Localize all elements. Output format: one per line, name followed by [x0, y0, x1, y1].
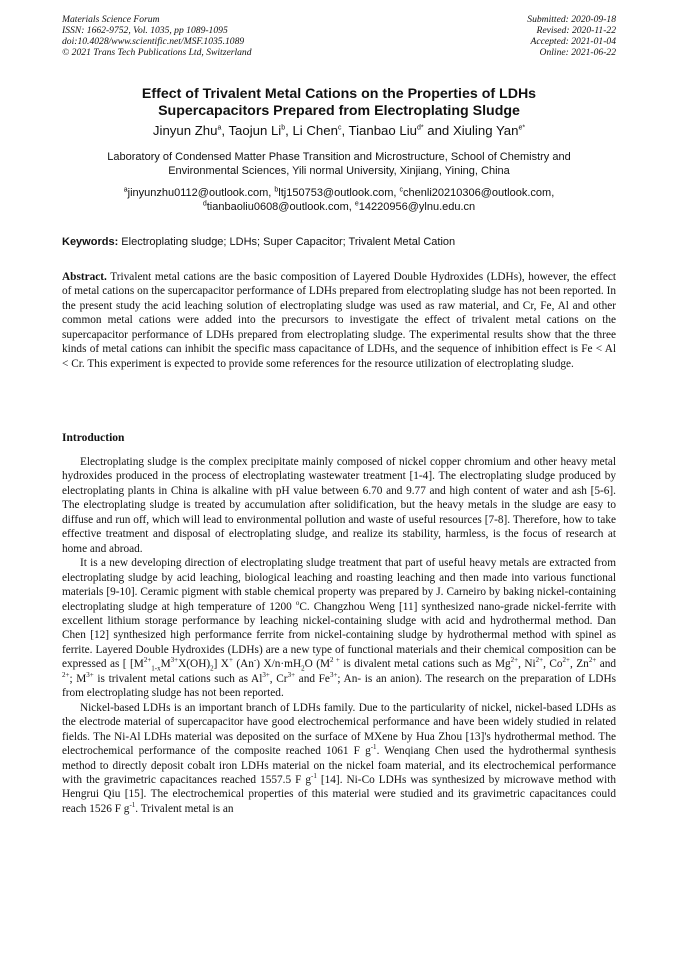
issn-line: ISSN: 1662-9752, Vol. 1035, pp 1089-1095	[62, 25, 228, 36]
superscript: 3+	[170, 656, 179, 665]
superscript: 2 +	[330, 656, 340, 665]
superscript: 2+	[562, 656, 570, 665]
author-name: Li Chen	[292, 123, 338, 138]
affiliation-line-2: Environmental Sciences, Yili normal University, Xinjiang, Yining, China	[168, 165, 510, 177]
affiliation-line-1: Laboratory of Condensed Matter Phase Transition and Microstructure, School of Chemistry and	[107, 151, 571, 163]
title-line-2: Supercapacitors Prepared from Electroplating Sludge	[158, 103, 520, 119]
abstract	[62, 270, 616, 371]
author-separator: ,	[341, 123, 349, 138]
subscript: 2	[301, 664, 305, 673]
degree-mark: o	[295, 598, 300, 607]
text-run: M	[160, 658, 171, 671]
online-date: Online: 2021-06-22	[539, 47, 616, 58]
email-mark: c	[399, 186, 404, 194]
unit-exponent: -1	[311, 772, 317, 781]
email-mark: e	[354, 200, 359, 208]
superscript: 3+	[287, 671, 296, 680]
text-run: is divalent metal cations such as Mg	[339, 658, 511, 671]
journal-info	[62, 14, 252, 58]
subscript: 2	[210, 664, 214, 673]
text-run: . Trivalent metal is an	[135, 802, 234, 815]
email-address[interactable]: jinyunzhu0112@outlook.com,	[127, 187, 275, 199]
text-run: . Wenqiang Chen used the hydrothermal synthesis method to directly deposit cobalt iron LDHs material on the nickel foam material, and its electrochemical performance with the gravimetric capacitances reached 1557.5 F g	[62, 745, 616, 786]
superscript: 3+	[86, 671, 94, 680]
introduction-body	[62, 455, 616, 816]
publication-dates	[527, 14, 616, 58]
author-name: Xiuling Yan	[452, 123, 519, 138]
accepted-date: Accepted: 2021-01-04	[530, 36, 616, 47]
email-line-2	[50, 200, 628, 214]
email-address[interactable]: tianbaoliu0608@outlook.com,	[206, 201, 355, 213]
author-mark: e*	[518, 124, 526, 132]
superscript: 2+	[143, 656, 152, 665]
text-run: ; M	[69, 672, 87, 685]
author-separator: ,	[221, 123, 229, 138]
submitted-date: Submitted: 2020-09-18	[527, 14, 616, 25]
copyright-line: © 2021 Trans Tech Publications Ltd, Switzerland	[62, 47, 252, 58]
doi-link[interactable]: doi:10.4028/www.scientific.net/MSF.1035.1089	[62, 36, 245, 47]
author-mark: b	[281, 124, 286, 132]
email-line-1	[50, 186, 628, 200]
keywords-text: Electroplating sludge; LDHs; Super Capacitor; Trivalent Metal Cation	[118, 236, 456, 248]
text-run: , Zn	[570, 658, 589, 671]
subscript: 1-x	[151, 664, 161, 673]
paragraph-3	[62, 701, 616, 817]
text-run: is trivalent metal cations such as Al	[93, 672, 263, 685]
abstract-text: Trivalent metal cations are the basic composition of Layered Double Hydroxides (LDHs), however, the effect of metal cations on the supercapacitor performance of LDHs prepared from electroplating sludge has not been reported. In the present study the acid leaching solution of electroplating sludge was used as raw material, and Cr, Fe, Al and other common metal cations were added into the precursors to investigate the effect of trivalent metal cations on the supercapacitor performance of LDHs prepared from electroplating sludge. The experimental results show that the three kinds of metal cations can inhibit the specific mass capacitance of LDHs, and the sequence of inhibition effect is Fe < Al < Cr. This experiment is expected to provide some references for the resource utilization of electroplating sludge.	[62, 271, 616, 370]
email-mark: d	[202, 200, 207, 208]
affiliation	[50, 150, 628, 178]
paragraph-1: Electroplating sludge is the complex precipitate mainly composed of nickel copper chromium and other heavy metal hydroxides produced in the process of electroplating wastewater treatment [1-4]. The electroplating sludge produced by electroplating plants in China is alkaline with pH value between 6.70 and 9.77 and high content of water and ash [5-6]. The electroplating sludge is treated by accumulation after solidification, but the heavy metals in the sludge are easy to diffuse and run off, which will lead to environmental pollution and waste of useful resources [7-8]. Therefore, how to take effective treatment and disposal of electroplating sludge, and realize its stability, harmless, is the focus of research at home and abroad.	[62, 456, 616, 555]
email-address[interactable]: ltj150753@outlook.com,	[278, 187, 400, 199]
superscript: -	[253, 656, 257, 665]
superscript: 2+	[510, 656, 519, 665]
author-list	[40, 123, 638, 139]
keywords-label: Keywords:	[62, 236, 119, 248]
superscript: 2+	[62, 671, 70, 680]
text-run: and	[596, 658, 617, 671]
title-line-1: Effect of Trivalent Metal Cations on the Properties of LDHs	[141, 86, 537, 102]
text-run: , Ni	[518, 658, 536, 671]
author-mark: c	[337, 124, 342, 132]
text-run: X(OH)	[178, 658, 211, 671]
email-address[interactable]: chenli20210306@outlook.com,	[403, 187, 555, 199]
journal-name: Materials Science Forum	[62, 14, 160, 25]
text-run: , Co	[543, 658, 563, 671]
author-emails	[50, 186, 628, 214]
author-name: Tianbao Liu	[348, 123, 417, 138]
superscript: 3+	[329, 671, 338, 680]
text-run: C. Changzhou Weng [11] synthesized nano-grade nickel-ferrite with excellent lithium storage performance by leaching nickel-containing sludge with acid and hydrothermal method. Dan Chen [12] synthesized high performance ferrite from nickel-containing sludge by hydrothermal method with spinel as ferrite. Layered Double Hydroxides (LDHs) are a new type of functional materials and their chemical composition can be expressed as [ [M	[62, 600, 616, 671]
email-address[interactable]: 14220956@ylnu.edu.cn	[358, 201, 476, 213]
author-name: Taojun Li	[228, 123, 282, 138]
author-separator: and	[423, 123, 453, 138]
email-mark: b	[274, 186, 279, 194]
text-run: Nickel-based LDHs is an important branch of LDHs family. Due to the particularity of nickel, nickel-based LDHs as the electrode material of supercapacitor have good electrochemical performance and have been widely studied in related fields. The Ni-Al LDHs material was deposited on the surface of MXene by Hua Zhou [13]'s hydrothermal method. The electrochemical performance of the composite reached 1061 F g	[62, 701, 616, 758]
text-run: O (M	[304, 658, 331, 671]
text-run: and Fe	[295, 672, 330, 685]
author-mark: d*	[416, 124, 424, 132]
superscript: 3+	[262, 671, 270, 680]
text-run: (An	[232, 658, 254, 671]
abstract-label: Abstract.	[62, 271, 107, 283]
author-mark: a	[217, 124, 222, 132]
section-heading-introduction: Introduction	[62, 432, 125, 444]
text-run: ; An- is an anion). The research on the preparation of LDHs from electroplating sludge has not been reported.	[62, 672, 617, 700]
superscript: 2+	[535, 656, 544, 665]
superscript: 2+	[588, 656, 597, 665]
superscript: +	[228, 656, 233, 665]
text-run: , Cr	[269, 672, 288, 685]
unit-exponent: -1	[370, 743, 377, 752]
text-run: [14]. Ni-Co LDHs was synthesized by microwave method with Hengrui Qiu [15]. The electrochemical properties of this material were studied and its gravimetric capacitances could reach 1526 F g	[62, 773, 616, 815]
text-run: It is a new developing direction of electroplating sludge treatment that part of useful heavy metals are extracted from electroplating sludge by acid leaching, biological leaching and roasting leaching and then made into various functional materials [9-10]. Ceramic pigment with stable chemical property was prepared by J. Carneiro by baking nickel-containing electroplating sludge at high temperature of 1200	[62, 557, 616, 613]
paper-title	[40, 86, 638, 120]
text-run: ] X	[213, 658, 229, 671]
keywords	[62, 235, 616, 249]
email-mark: a	[123, 186, 128, 194]
text-run: ) X/n·mH	[256, 658, 302, 671]
unit-exponent: -1	[129, 801, 136, 810]
author-name: Jinyun Zhu	[152, 123, 218, 138]
paragraph-2	[62, 556, 616, 701]
revised-date: Revised: 2020-11-22	[536, 25, 616, 36]
author-separator: ,	[285, 123, 293, 138]
